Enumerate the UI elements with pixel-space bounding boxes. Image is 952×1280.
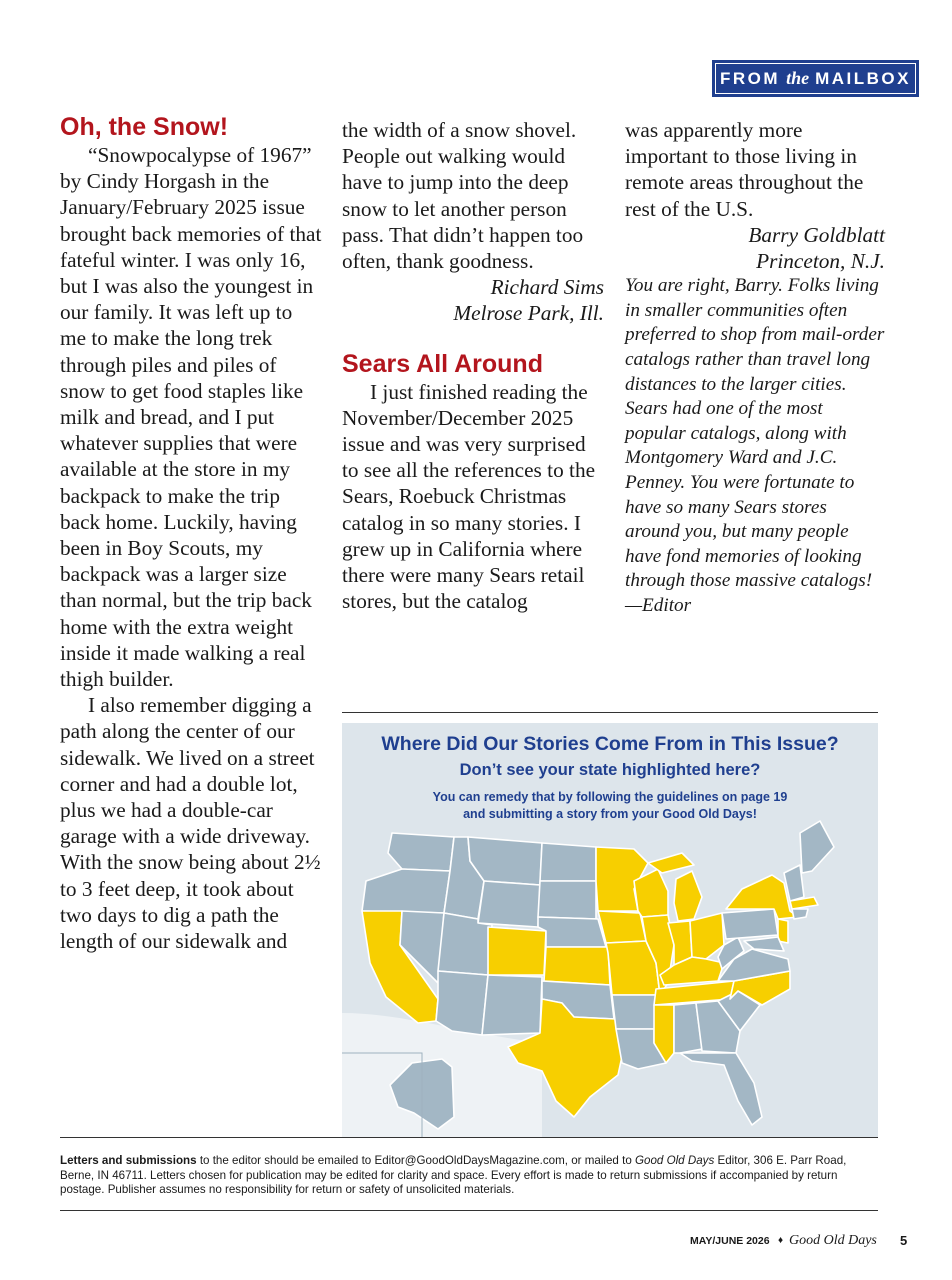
letter1-paragraph1: “Snowpocalypse of 1967” by Cindy Horgash in the January/February 2025 issue brought back memories of that fateful winter. I was only 16, but I was also the youngest in our family. It was left up to me to make the long trek through piles and piles of snow to get food staples like milk and bread, and I put whatever supplies that were available at the store in my backpack to make the trip back home. Luckily, having been in Boy Scouts, my backpack was a larger size than normal, but the trip back home with the extra weight inside it made walking a real thigh builder. bbox=[60, 143, 322, 692]
section-tag bbox=[712, 60, 919, 97]
column-1 bbox=[60, 112, 322, 954]
letter1-location: Melrose Park, Ill. bbox=[453, 301, 604, 326]
section-tag-mailbox: MAILBOX bbox=[815, 68, 911, 88]
state-new-mexico bbox=[482, 975, 542, 1035]
letter2-paragraph1: I just finished reading the November/December 2025 issue and was very surprised to see all the references to the Sears, Roebuck Christmas catalog in so many stories. I grew up in California where there were many Sears retail stores, but the catalog bbox=[342, 379, 596, 614]
story-map-panel bbox=[342, 713, 878, 1137]
letter2-location: Princeton, N.J. bbox=[756, 249, 885, 274]
letter2-heading: Sears All Around bbox=[342, 349, 543, 378]
footer-top-rule bbox=[60, 1137, 878, 1138]
state-nebraska bbox=[538, 917, 606, 947]
state-connecticut bbox=[792, 909, 808, 919]
submissions-text-1: to the editor should be emailed to Editor@GoodOldDaysMagazine.com, or mailed to bbox=[196, 1154, 635, 1167]
section-tag-from: FROM bbox=[720, 68, 781, 88]
letter1-paragraph2-continued: the width of a snow shovel. People out walking would have to jump into the deep snow to let another person pass. That didn’t happen too often, thank goodness. bbox=[342, 118, 584, 274]
state-washington bbox=[388, 833, 454, 871]
map-subtitle: Don’t see your state highlighted here? bbox=[459, 761, 761, 779]
map-title: Where Did Our Stories Come From in This Issue? bbox=[381, 733, 839, 755]
footer-bottom-rule bbox=[60, 1210, 878, 1211]
state-wyoming bbox=[478, 881, 540, 927]
state-iowa bbox=[598, 911, 646, 943]
submissions-magazine-title: Good Old Days bbox=[634, 1154, 715, 1167]
column-3 bbox=[625, 117, 885, 619]
letter1-heading: Oh, the Snow! bbox=[60, 113, 229, 141]
letter1-author: Richard Sims bbox=[490, 275, 604, 300]
section-tag-the: the bbox=[786, 68, 810, 88]
letter1-paragraph2: I also remember digging a path along the center of our sidewalk. We lived on a street corner and had a double lot, plus we had a double-car garage with a wide driveway. With the snow being about 2½ to 3 feet deep, it took about two days to dig a path the length of our sidewalk and bbox=[60, 693, 321, 954]
state-pennsylvania bbox=[722, 909, 778, 939]
letter2-paragraph1-continued: was apparently more important to those living in remote areas throughout the rest of the U.S. bbox=[625, 118, 864, 221]
map-note-line-1: You can remedy that by following the guidelines on page 19 bbox=[432, 790, 788, 804]
folio-issue: MAY/JUNE 2026 bbox=[690, 1235, 770, 1247]
submissions-text-2: Editor, 306 E. Parr Road, Berne, IN 46711. Letters chosen for publication may be edited for clarity and space. Every effort is made to return submissions if accompanied by return postage. Publisher assumes no responsibility for return or safety of unsolicited materials. bbox=[60, 1154, 847, 1197]
letter2-author: Barry Goldblatt bbox=[748, 222, 885, 247]
submissions-notice bbox=[60, 1154, 880, 1198]
state-colorado bbox=[488, 927, 546, 975]
page-number: 5 bbox=[900, 1233, 908, 1248]
state-arkansas bbox=[612, 995, 660, 1029]
column-2 bbox=[342, 117, 604, 614]
state-south-dakota bbox=[538, 881, 596, 919]
submissions-lead: Letters and submissions bbox=[60, 1154, 197, 1167]
folio-separator: ♦ bbox=[778, 1235, 784, 1246]
state-north-dakota bbox=[540, 843, 596, 881]
map-note bbox=[382, 789, 838, 823]
state-kansas bbox=[544, 947, 610, 985]
map-note-line-2: and submitting a story from your Good Old Days! bbox=[463, 807, 757, 821]
folio-magazine: Good Old Days bbox=[789, 1233, 877, 1248]
editor-reply: You are right, Barry. Folks living in smaller communities often preferred to shop from mail-order catalogs rather than travel long distances to the larger cities. Sears had one of the most popular catalogs, along with Montgomery Ward and J.C. Penney. You were fortunate to have so many Sears stores around you, but many people have fond memories of looking through those massive catalogs! —Editor bbox=[625, 275, 885, 616]
state-arizona bbox=[436, 971, 488, 1035]
